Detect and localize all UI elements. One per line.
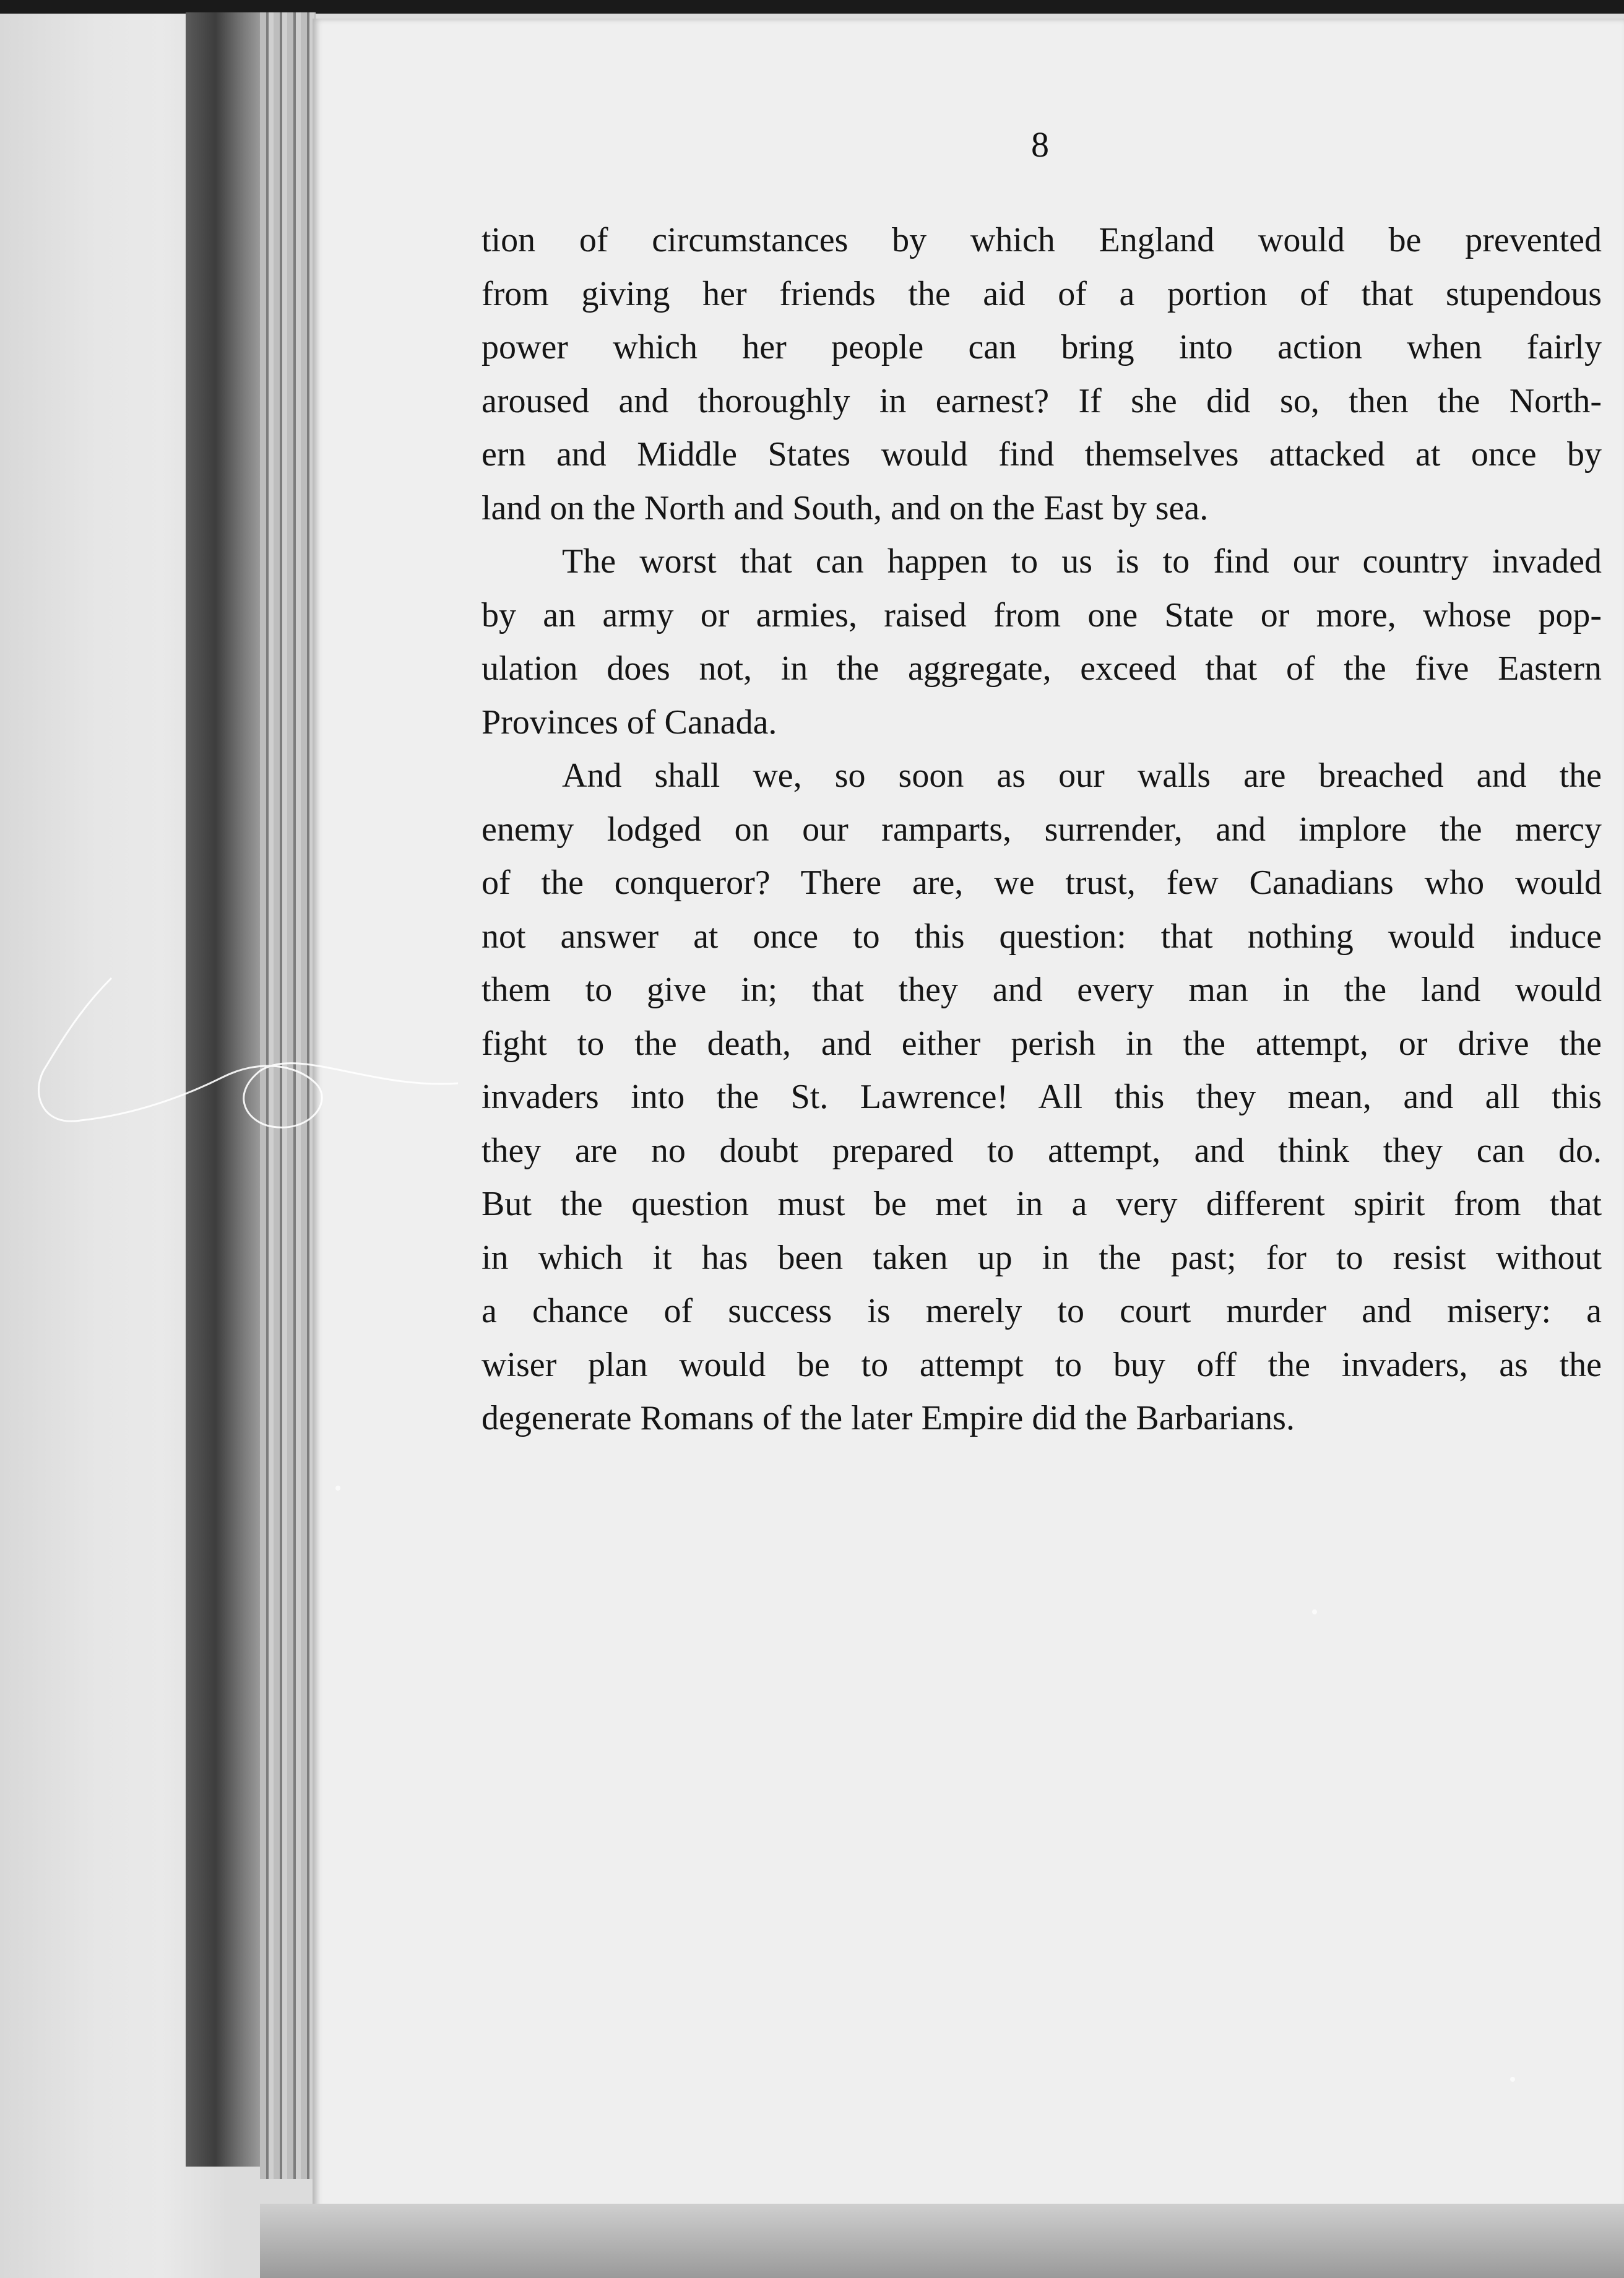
- text-line: not answer at once to this question: that nothing would induce: [482, 917, 1602, 956]
- text-line: fight to the death, and either perish in the attempt, or drive the: [482, 1024, 1602, 1063]
- text-line: a chance of success is merely to court murder and misery: a: [482, 1292, 1602, 1330]
- dust-speck: [335, 1486, 340, 1491]
- dust-speck: [1312, 1609, 1317, 1614]
- text-line: enemy lodged on our ramparts, surrender, and implore the mercy: [482, 810, 1602, 849]
- text-line: of the conqueror? There are, we trust, few Canadians who would: [482, 864, 1602, 902]
- text-line: in which it has been taken up in the past; for to resist without: [482, 1238, 1602, 1277]
- page-number: 8: [1031, 124, 1049, 165]
- text-line: Provinces of Canada.: [482, 703, 777, 742]
- body-text: [482, 214, 1602, 1445]
- text-line: wiser plan would be to attempt to buy off the invaders, as the: [482, 1345, 1602, 1384]
- paragraph-1: [482, 214, 1602, 535]
- page-edges: [260, 12, 316, 2179]
- text-line: ulation does not, in the aggregate, exceed that of the five Eastern: [482, 649, 1602, 688]
- text-line: they are no doubt prepared to attempt, and think they can do.: [482, 1131, 1602, 1170]
- scan-top-border: [0, 0, 1624, 14]
- text-line: them to give in; that they and every man in the land would: [482, 971, 1602, 1009]
- text-line: ern and Middle States would find themselves attacked at once by: [482, 435, 1602, 474]
- text-line: The worst that can happen to us is to find our country invaded: [562, 542, 1602, 581]
- book-binding-edge: [186, 12, 260, 2167]
- text-line: from giving her friends the aid of a portion of that stupendous: [482, 274, 1602, 313]
- text-line: degenerate Romans of the later Empire did the Barbarians.: [482, 1399, 1295, 1437]
- text-line: And shall we, so soon as our walls are breached and the: [562, 756, 1602, 795]
- dust-speck: [1510, 2077, 1515, 2082]
- text-line: by an army or armies, raised from one State or more, whose pop-: [482, 595, 1602, 634]
- page-bottom-edge: [260, 2204, 1624, 2278]
- paragraph-2: [482, 535, 1602, 749]
- text-line: power which her people can bring into action when fairly: [482, 328, 1602, 366]
- paragraph-3: [482, 749, 1602, 1445]
- text-line: tion of circumstances by which England would be prevented: [482, 221, 1602, 259]
- text-line: invaders into the St. Lawrence! All this they mean, and all this: [482, 1078, 1602, 1116]
- text-line: But the question must be met in a very different spirit from that: [482, 1185, 1602, 1223]
- text-line: land on the North and South, and on the East by sea.: [482, 488, 1209, 527]
- text-line: aroused and thoroughly in earnest? If she did so, then the North-: [482, 381, 1602, 420]
